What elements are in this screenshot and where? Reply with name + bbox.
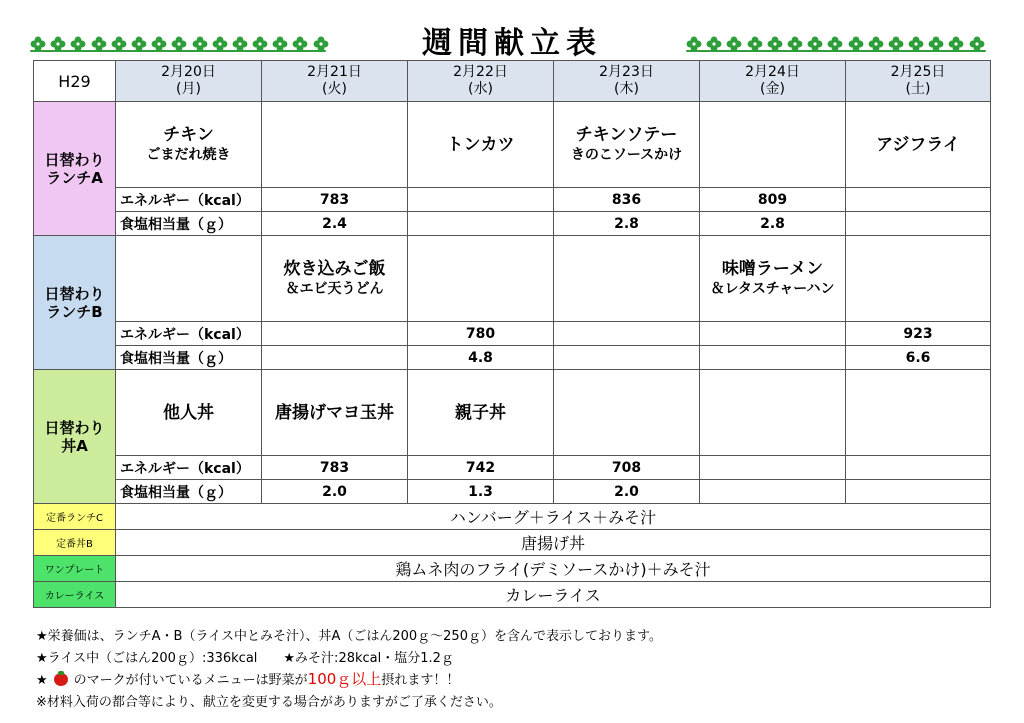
note-vegetable: ★ のマークが付いているメニューは野菜が100ｇ以上摂れます！！ <box>36 670 460 688</box>
energy-value: 783 <box>262 188 408 212</box>
salt-value: 2.0 <box>262 480 408 504</box>
salt-value: 1.3 <box>408 480 554 504</box>
fixed-menu-row <box>34 582 991 608</box>
energy-value <box>846 456 991 480</box>
dish-cell <box>846 236 991 322</box>
fixed-menu-row <box>34 530 991 556</box>
energy-value <box>408 188 554 212</box>
year-label: H29 <box>34 61 116 102</box>
energy-row <box>34 456 991 480</box>
decoration-line-right <box>686 50 986 52</box>
day-header: 2月21日 (火) <box>262 61 408 102</box>
day-header: 2月20日 (月) <box>116 61 262 102</box>
salt-value: 4.8 <box>408 346 554 370</box>
notes <box>36 626 996 713</box>
page-title: 週間献立表 <box>422 26 602 61</box>
dish-cell: トンカツ <box>408 102 554 188</box>
energy-value: 809 <box>700 188 846 212</box>
energy-value <box>700 322 846 346</box>
dish-cell <box>262 102 408 188</box>
energy-value <box>846 188 991 212</box>
dish-cell: 炊き込みご飯 ＆エビ天うどん <box>262 236 408 322</box>
salt-value: 2.8 <box>700 212 846 236</box>
dish-cell: 唐揚げマヨ玉丼 <box>262 370 408 456</box>
salt-row <box>34 346 991 370</box>
section-label: 日替わり 丼A <box>34 370 116 504</box>
fixed-menu-row <box>34 556 991 582</box>
dish-cell <box>554 236 700 322</box>
day-header: 2月22日 (水) <box>408 61 554 102</box>
salt-value <box>846 480 991 504</box>
section-label: 日替わり ランチB <box>34 236 116 370</box>
dish-row <box>34 370 991 456</box>
decoration-line-left <box>30 50 326 52</box>
salt-label: 食塩相当量（ｇ） <box>116 346 262 370</box>
fixed-menu-label: ワンプレート <box>34 556 116 582</box>
fixed-menu-label: カレーライス <box>34 582 116 608</box>
dish-cell: チキンソテー きのこソースかけ <box>554 102 700 188</box>
energy-value: 783 <box>262 456 408 480</box>
salt-value <box>846 212 991 236</box>
dish-cell: チキン ごまだれ焼き <box>116 102 262 188</box>
salt-value <box>408 212 554 236</box>
dish-cell: 味噌ラーメン ＆レタスチャーハン <box>700 236 846 322</box>
fixed-menu-value: カレーライス <box>116 582 991 608</box>
salt-row <box>34 212 991 236</box>
fixed-menu-label: 定番ランチC <box>34 504 116 530</box>
salt-value: 2.4 <box>262 212 408 236</box>
dish-cell <box>700 370 846 456</box>
dish-cell: 親子丼 <box>408 370 554 456</box>
energy-value <box>700 456 846 480</box>
date-header-row <box>34 61 991 102</box>
energy-value: 836 <box>554 188 700 212</box>
salt-value: 2.0 <box>554 480 700 504</box>
day-header: 2月25日 (土) <box>846 61 991 102</box>
energy-row <box>34 322 991 346</box>
dish-cell: アジフライ <box>846 102 991 188</box>
dish-cell <box>700 102 846 188</box>
energy-label: エネルギー（kcal） <box>116 188 262 212</box>
energy-label: エネルギー（kcal） <box>116 456 262 480</box>
fixed-menu-value: 鶏ムネ肉のフライ(デミソースかけ)＋みそ汁 <box>116 556 991 582</box>
salt-label: 食塩相当量（ｇ） <box>116 480 262 504</box>
day-header: 2月24日 (金) <box>700 61 846 102</box>
dish-cell <box>408 236 554 322</box>
note-disclaimer: ※材料入荷の都合等により、献立を変更する場合がありますがご了承ください。 <box>36 694 502 710</box>
note-rice-soup: ★ライス中（ごはん200ｇ）:336kcal ★みそ汁:28kcal・塩分1.2ｇ <box>36 650 454 666</box>
menu-table <box>33 60 991 608</box>
dish-row <box>34 236 991 322</box>
day-header: 2月23日 (木) <box>554 61 700 102</box>
salt-value <box>262 346 408 370</box>
dish-cell: 他人丼 <box>116 370 262 456</box>
salt-value: 2.8 <box>554 212 700 236</box>
salt-label: 食塩相当量（ｇ） <box>116 212 262 236</box>
energy-value: 708 <box>554 456 700 480</box>
energy-row <box>34 188 991 212</box>
energy-value: 923 <box>846 322 991 346</box>
energy-label: エネルギー（kcal） <box>116 322 262 346</box>
salt-value <box>554 346 700 370</box>
note-nutrition: ★栄養価は、ランチA・B（ライス中とみそ汁）、丼A（ごはん200ｇ～250ｇ）を含んで表示しております。 <box>36 629 662 644</box>
dish-cell <box>846 370 991 456</box>
energy-value <box>262 322 408 346</box>
tomato-icon <box>54 673 68 686</box>
fixed-menu-value: ハンバーグ＋ライス＋みそ汁 <box>116 504 991 530</box>
energy-value: 742 <box>408 456 554 480</box>
dish-cell <box>554 370 700 456</box>
energy-value: 780 <box>408 322 554 346</box>
salt-value: 6.6 <box>846 346 991 370</box>
salt-value <box>700 346 846 370</box>
energy-value <box>554 322 700 346</box>
fixed-menu-row <box>34 504 991 530</box>
salt-row <box>34 480 991 504</box>
dish-cell <box>116 236 262 322</box>
fixed-menu-label: 定番丼B <box>34 530 116 556</box>
fixed-menu-value: 唐揚げ丼 <box>116 530 991 556</box>
dish-row <box>34 102 991 188</box>
section-label: 日替わり ランチA <box>34 102 116 236</box>
salt-value <box>700 480 846 504</box>
